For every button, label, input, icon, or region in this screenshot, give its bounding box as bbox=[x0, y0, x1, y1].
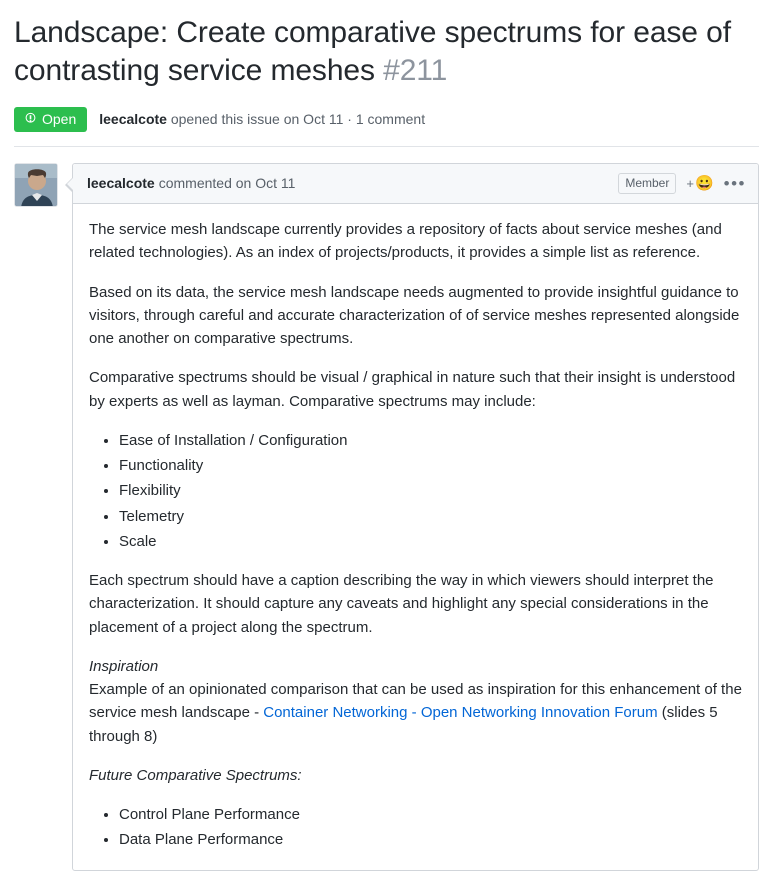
member-badge: Member bbox=[618, 173, 676, 194]
inspiration-text-after: (slides 5 through 8) bbox=[89, 704, 718, 745]
inspiration-heading bbox=[89, 655, 742, 678]
kebab-menu-icon[interactable]: ••• bbox=[723, 173, 746, 193]
spectrum-list bbox=[89, 429, 742, 553]
plus-sign: + bbox=[686, 175, 694, 191]
status-badge-label: Open bbox=[42, 110, 77, 127]
list-item: • Functionality bbox=[119, 454, 742, 477]
future-heading-text: Future Comparative Spectrums: bbox=[89, 766, 302, 784]
inspiration-link[interactable]: Container Networking - Open Networking Innovation Forum bbox=[263, 704, 658, 722]
comment-timestamp[interactable]: commented on Oct 11 bbox=[158, 174, 296, 191]
issue-meta-text: opened this issue on Oct 11 bbox=[170, 110, 344, 127]
avatar[interactable] bbox=[14, 163, 58, 207]
inspiration-text-before: Example of an opinionated comparison that can be used as inspiration for this enhancement of the service mesh landscape - bbox=[89, 681, 742, 722]
paragraph-1: The service mesh landscape currently provides a repository of facts about service meshes (and related technologies). As an index of projects/products, it provides a simple list as reference. bbox=[89, 221, 722, 262]
issue-meta-separator: · bbox=[347, 110, 352, 127]
issue-title-text: Landscape: Create comparative spectrums for ease of contrasting service meshes bbox=[14, 16, 731, 88]
comment-arrow bbox=[58, 163, 72, 871]
list-item: • Data Plane Performance bbox=[119, 828, 742, 851]
list-item: • Control Plane Performance bbox=[119, 803, 742, 826]
status-badge bbox=[14, 107, 87, 132]
list-item: • Ease of Installation / Configuration bbox=[119, 429, 742, 452]
issue-meta bbox=[99, 109, 425, 130]
future-list bbox=[89, 803, 742, 852]
issue-comment-count: 1 comment bbox=[355, 110, 426, 127]
paragraph-2: Based on its data, the service mesh landscape needs augmented to provide insightful guidance to visitors, through careful and accurate characterization of of service meshes represented alongside one another on comparative spectrums. bbox=[89, 283, 740, 348]
paragraph-4: Each spectrum should have a caption describing the way in which viewers should interpret the characterization. It should capture any caveats and highlight any special considerations in the placement of a project along the spectrum. bbox=[89, 572, 714, 636]
paragraph-3: Comparative spectrums should be visual / graphical in nature such that their insight is understood by experts as well as layman. Comparative spectrums may include: bbox=[89, 369, 736, 410]
issue-number: #211 bbox=[383, 54, 448, 88]
comment-author-link[interactable]: leecalcote bbox=[87, 174, 155, 191]
page-title bbox=[14, 14, 759, 91]
inspiration-heading-text: Inspiration bbox=[89, 657, 159, 675]
issue-opened-icon bbox=[24, 112, 37, 125]
list-item: • Telemetry bbox=[119, 505, 742, 528]
inspiration-block bbox=[89, 655, 742, 748]
smiley-icon: 😀 bbox=[694, 174, 714, 192]
list-item: • Flexibility bbox=[119, 479, 742, 502]
comment-header bbox=[73, 164, 758, 204]
add-reaction-button[interactable] bbox=[686, 176, 713, 191]
comment-header-actions bbox=[618, 173, 748, 194]
comment-card bbox=[72, 163, 759, 871]
future-heading bbox=[89, 764, 742, 787]
comment-container bbox=[14, 163, 759, 871]
comment-body bbox=[73, 204, 758, 870]
issue-author-link[interactable]: leecalcote bbox=[99, 110, 167, 127]
inspiration-text bbox=[89, 678, 742, 748]
issue-state-row bbox=[14, 107, 759, 147]
list-item: • Scale bbox=[119, 530, 742, 553]
